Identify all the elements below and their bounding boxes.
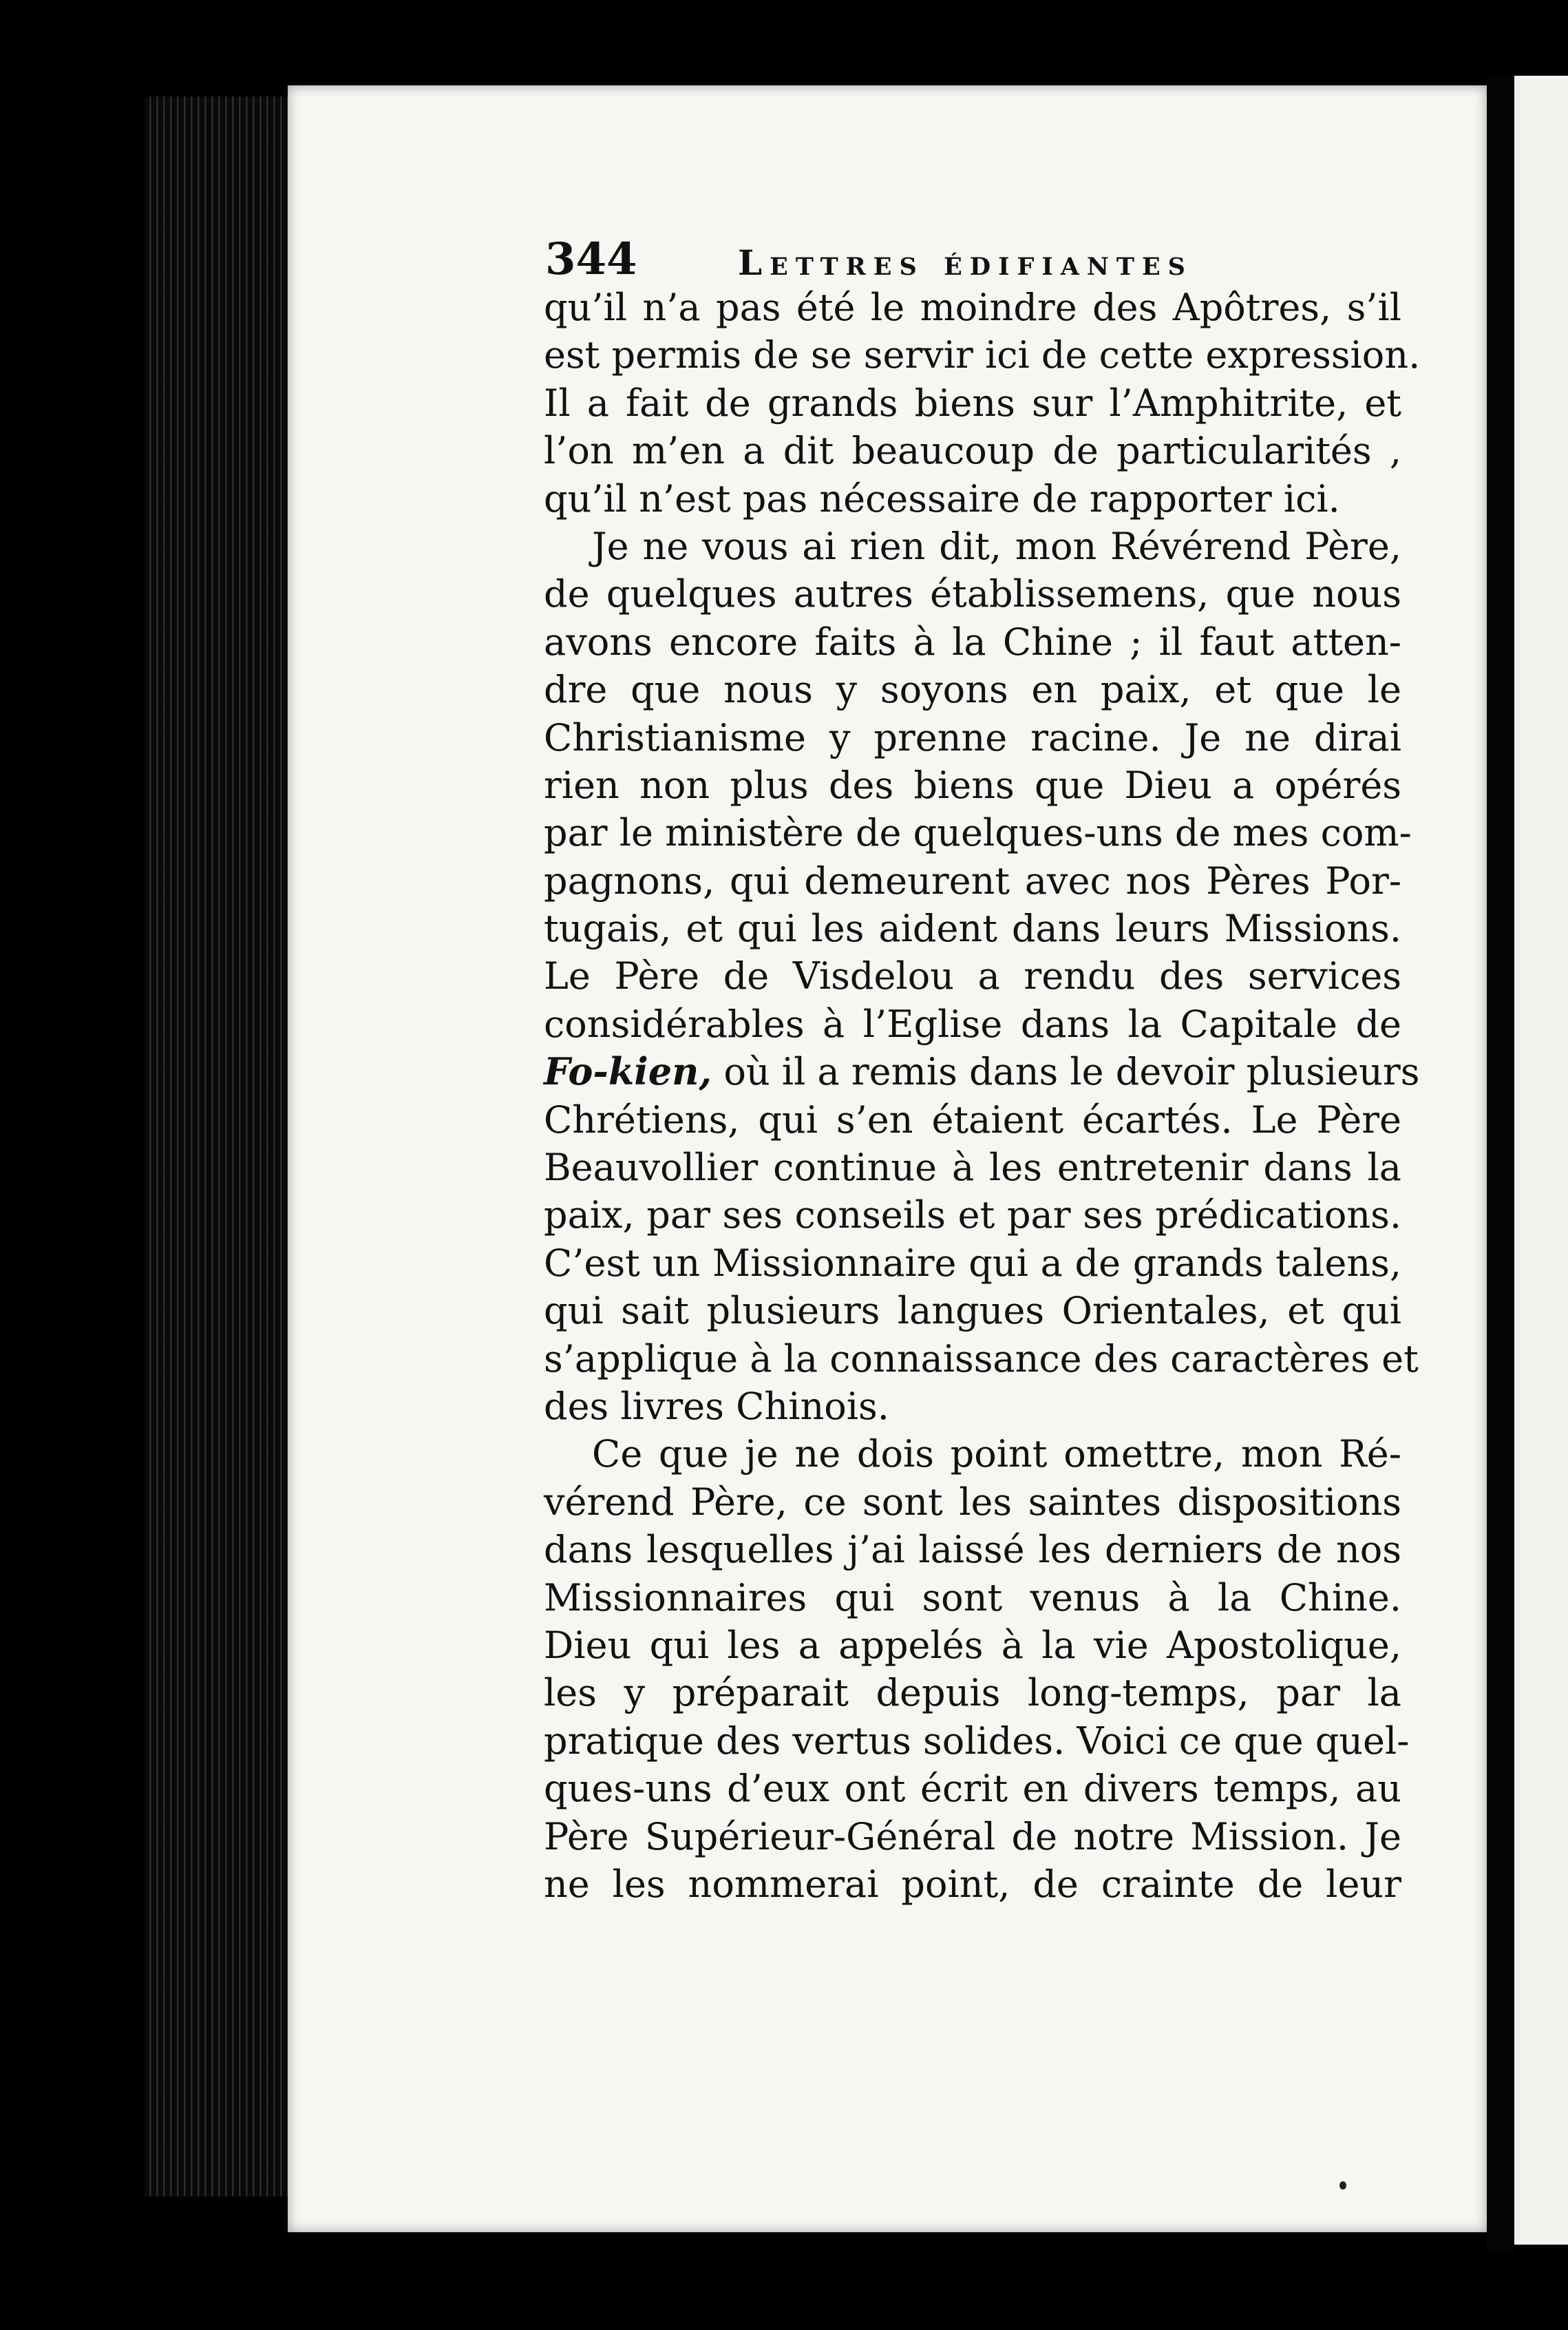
text-line: Le Père de Visdelou a rendu des services [544,954,1401,998]
text-line-with-place-name [544,1048,1420,1095]
text-line: qui sait plusieurs langues Orientales, et qui [544,1289,1401,1333]
text-line: Christianisme y prenne racine. Je ne dirai [544,715,1401,759]
paragraph-start-line: Ce que je ne dois point omettre, mon Ré- [592,1432,1401,1476]
text-line: dre que nous y soyons en paix, et que le [544,668,1401,712]
paragraph-start-line: Je ne vous ai rien dit, mon Révérend Père, [592,524,1401,568]
ink-speck [1339,2181,1346,2190]
text-line: des livres Chinois. [544,1384,889,1428]
text-line: Chrétiens, qui s’en étaient écartés. Le Père [544,1098,1401,1142]
text-line: avons encore faits à la Chine ; il faut atten- [544,620,1401,664]
text-line: pratique des vertus solides. Voici ce que quel- [544,1719,1410,1763]
text-line: rien non plus des biens que Dieu a opérés [544,763,1401,807]
text-line: dans lesquelles j’ai laissé les derniers de nos [544,1528,1401,1572]
text-line: qu’il n’est pas nécessaire de rapporter ici. [544,476,1340,521]
text-line: Beauvollier continue à les entretenir dans la [544,1146,1401,1190]
text-line: ne les nommerai point, de crainte de leur [544,1862,1401,1906]
text-line: pagnons, qui demeurent avec nos Pères Por- [544,859,1401,903]
text-line: est permis de se servir ici de cette expression. [544,333,1421,377]
text-line: de quelques autres établissemens, que nous [544,572,1401,616]
text-line: Dieu qui les a appelés à la vie Apostolique, [544,1623,1401,1667]
text-line: vérend Père, ce sont les saintes dispositions [544,1480,1401,1524]
text-line: l’on m’en a dit beaucoup de particularités , [544,429,1401,473]
text-line: les y préparait depuis long-temps, par la [544,1671,1401,1715]
page-edges [145,96,296,2196]
place-name: Fo-kien, [544,1049,712,1094]
text-line: par le ministère de quelques-uns de mes com- [544,811,1412,855]
text-line: s’applique à la connaissance des caractères et [544,1336,1419,1381]
text-line: paix, par ses conseils et par ses prédications. [544,1193,1401,1237]
text-line: Père Supérieur-Général de notre Mission. Je [544,1814,1401,1858]
facing-page-edge [1514,76,1568,2245]
body-text [544,284,1421,1908]
text-line-rest: où il a remis dans le devoir plusieurs [723,1050,1420,1094]
text-line: qu’il n’a pas été le moindre des Apôtres, s’il [544,286,1401,329]
text-line: ques-uns d’eux ont écrit en divers temps, au [544,1767,1401,1811]
page-number: 344 [545,233,637,285]
running-head [545,235,1461,284]
text-line: considérables à l’Eglise dans la Capitale de [544,1002,1401,1046]
running-title: Lettres édifiantes [738,242,1193,283]
text-line: Missionnaires qui sont venus à la Chine. [544,1575,1401,1619]
text-line: tugais, et qui les aident dans leurs Missions. [544,907,1401,951]
book-gutter [1487,76,1514,2252]
text-line: C’est un Missionnaire qui a de grands talens, [544,1241,1401,1285]
text-line: Il a fait de grands biens sur l’Amphitrite, et [544,381,1401,425]
